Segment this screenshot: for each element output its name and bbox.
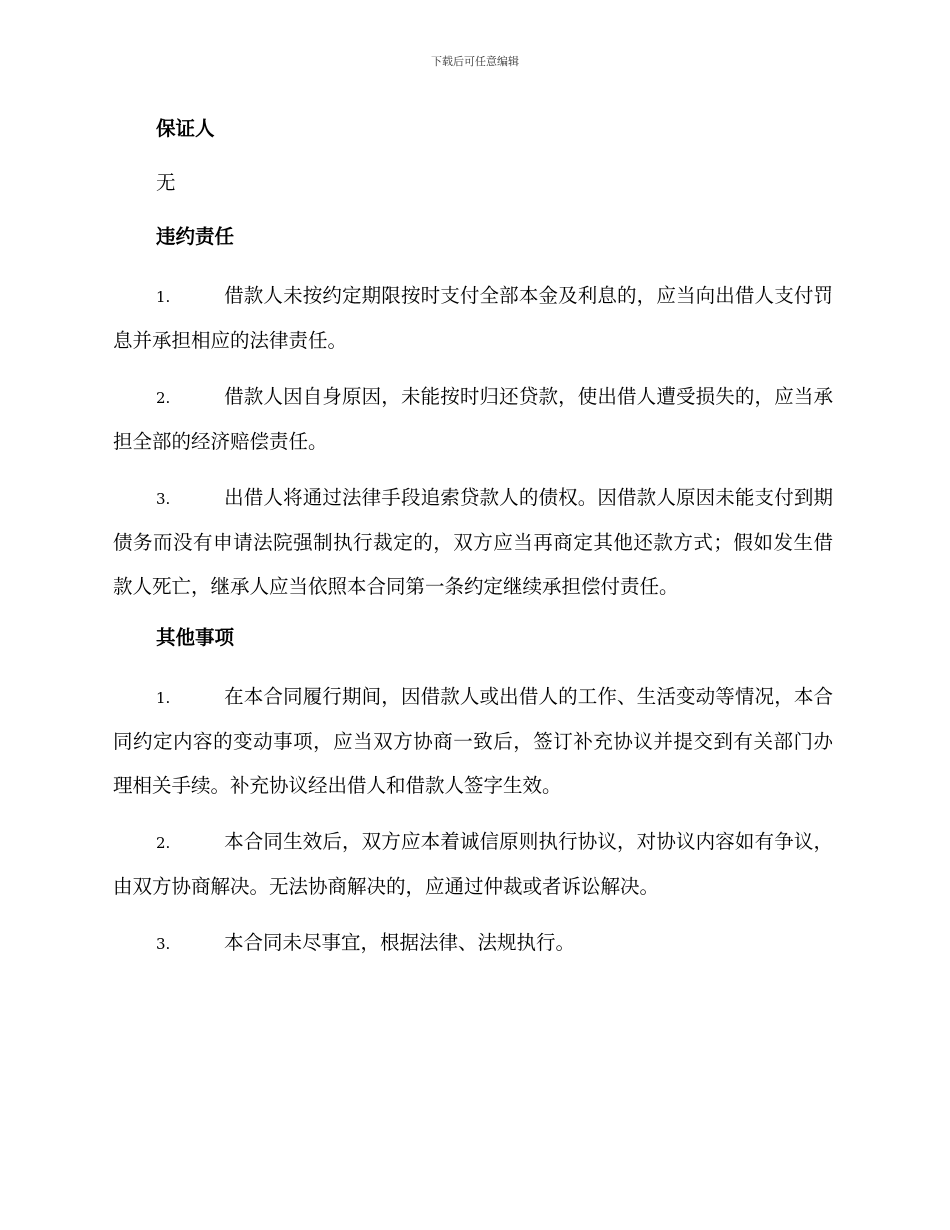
other-clause-2: [113, 820, 833, 909]
clause-number: 2.: [156, 834, 171, 852]
other-clause-3: [113, 921, 833, 966]
clause-number: 1.: [156, 288, 171, 306]
other-clause-1: [113, 675, 833, 808]
clause-text: 本合同未尽事宜，根据法律、法规执行。: [224, 931, 576, 954]
clause-text: 出借人将通过法律手段追索贷款人的债权。因借款人原因未能支付到期债务而没有申请法院强制执行裁定的，双方应当再商定其他还款方式；假如发生借款人死亡，继承人应当依照本合同第一条约定继续承担偿付责任。: [113, 486, 833, 598]
clause-number: 2.: [156, 389, 171, 407]
guarantor-value: 无: [156, 171, 176, 194]
liability-clause-3: [113, 476, 833, 609]
section-heading-guarantor: 保证人: [156, 117, 215, 140]
clause-number: 3.: [156, 935, 171, 953]
clause-number: 1.: [156, 689, 171, 707]
liability-clause-2: [113, 375, 833, 464]
document-body: [113, 112, 833, 978]
clause-text: 借款人因自身原因，未能按时归还贷款，使出借人遭受损失的，应当承担全部的经济赔偿责任。: [113, 385, 833, 453]
section-heading-liability: 违约责任: [156, 225, 235, 248]
clause-text: 本合同生效后，双方应本着诚信原则执行协议，对协议内容如有争议，由双方协商解决。无法协商解决的，应通过仲裁或者诉讼解决。: [113, 830, 833, 898]
clause-number: 3.: [156, 490, 171, 508]
running-header: 下载后可任意编辑: [431, 55, 519, 68]
clause-text: 在本合同履行期间，因借款人或出借人的工作、生活变动等情况，本合同约定内容的变动事项，应当双方协商一致后，签订补充协议并提交到有关部门办理相关手续。补充协议经出借人和借款人签字生效。: [113, 685, 833, 797]
clause-text: 借款人未按约定期限按时支付全部本金及利息的，应当向出借人支付罚息并承担相应的法律责任。: [113, 284, 833, 352]
liability-clause-1: [113, 274, 833, 363]
section-heading-other: 其他事项: [156, 626, 235, 649]
